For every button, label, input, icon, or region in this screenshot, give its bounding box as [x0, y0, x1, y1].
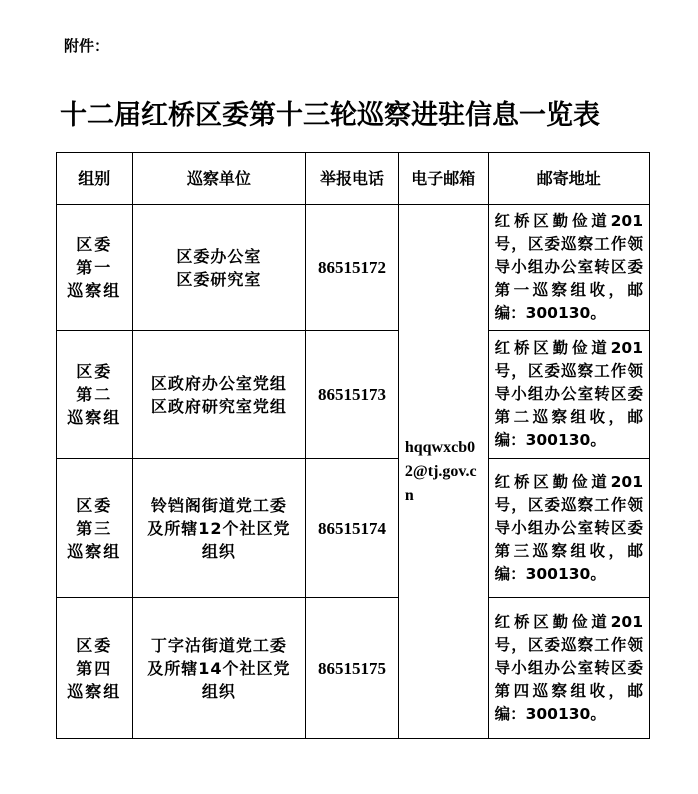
- group-line: 第一: [76, 258, 113, 277]
- header-phone: 举报电话: [306, 153, 399, 205]
- unit-line: 区政府研究室党组: [150, 396, 287, 416]
- unit-line: 及所辖12个社区党: [147, 518, 291, 538]
- phone-cell: 86515174: [306, 459, 399, 598]
- group-line: 巡察组: [67, 408, 122, 427]
- group-line: 区委: [76, 362, 113, 381]
- table-header-row: [57, 153, 650, 205]
- unit-line: 区委办公室: [176, 246, 262, 266]
- group-line: 区委: [76, 235, 113, 254]
- unit-cell: [132, 205, 305, 331]
- email-cell: hqqwxcb02@tj.gov.cn: [398, 205, 488, 739]
- address-cell: 红桥区勤俭道201号，区委巡察工作领导小组办公室转区委第四巡察组收，邮编：300130。: [488, 598, 649, 739]
- table-row: [57, 598, 650, 739]
- group-cell: [57, 205, 133, 331]
- group-cell: [57, 459, 133, 598]
- address-cell: 红桥区勤俭道201号，区委巡察工作领导小组办公室转区委第二巡察组收，邮编：300130。: [488, 331, 649, 459]
- document-title: 十二届红桥区委第十三轮巡察进驻信息一览表: [60, 100, 600, 131]
- group-cell: [57, 598, 133, 739]
- group-cell: [57, 331, 133, 459]
- unit-cell: [132, 331, 305, 459]
- unit-line: 丁字沽街道党工委: [150, 635, 287, 655]
- group-line: 区委: [76, 495, 113, 515]
- phone-cell: 86515175: [306, 598, 399, 739]
- header-email: 电子邮箱: [398, 153, 488, 205]
- unit-line: 及所辖14个社区党: [147, 658, 291, 678]
- table-row: [57, 205, 650, 331]
- unit-cell: [132, 459, 305, 598]
- unit-line: 区政府办公室党组: [150, 373, 287, 393]
- unit-line: 区委研究室: [176, 269, 262, 289]
- address-cell: 红桥区勤俭道201号，区委巡察工作领导小组办公室转区委第一巡察组收，邮编：300130。: [488, 205, 649, 331]
- header-group: 组别: [57, 153, 133, 205]
- table-row: [57, 331, 650, 459]
- phone-cell: 86515172: [306, 205, 399, 331]
- group-line: 巡察组: [67, 541, 122, 561]
- attachment-label: 附件：: [64, 37, 110, 55]
- header-unit: 巡察单位: [132, 153, 305, 205]
- group-line: 第二: [76, 385, 113, 404]
- unit-line: 铃铛阁街道党工委: [150, 495, 287, 515]
- group-line: 第四: [76, 658, 113, 678]
- unit-cell: [132, 598, 305, 739]
- address-cell: 红桥区勤俭道201号，区委巡察工作领导小组办公室转区委第三巡察组收，邮编：300130。: [488, 459, 649, 598]
- group-line: 区委: [76, 635, 113, 655]
- group-line: 巡察组: [67, 281, 122, 300]
- group-line: 巡察组: [67, 681, 122, 701]
- phone-cell: 86515173: [306, 331, 399, 459]
- table-row: [57, 459, 650, 598]
- group-line: 第三: [76, 518, 113, 538]
- unit-line: 组织: [201, 541, 236, 561]
- unit-line: 组织: [201, 681, 236, 701]
- header-address: 邮寄地址: [488, 153, 649, 205]
- inspection-info-table: [56, 152, 650, 739]
